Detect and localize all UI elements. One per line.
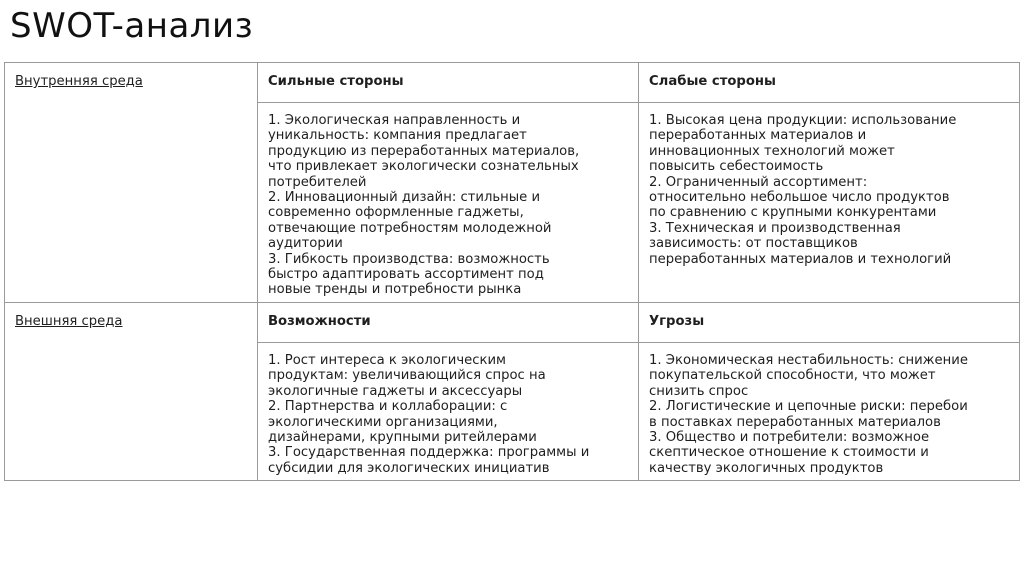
env-label-internal: Внутренняя среда [15, 74, 143, 89]
strengths-line: 3. Гибкость производства: возможность [268, 251, 550, 267]
weaknesses-body [639, 103, 1020, 303]
weaknesses-line: 1. Высокая цена продукции: использование [649, 113, 957, 128]
weaknesses-line: 2. Ограниченный ассортимент: [649, 174, 868, 190]
env-label-external: Внешняя среда [15, 313, 123, 329]
weaknesses-line: переработанных материалов и [649, 128, 867, 144]
strengths-line: аудитории [268, 236, 343, 252]
threats-body [639, 342, 1020, 480]
threats-line: 3. Общество и потребители: возможное [649, 429, 930, 445]
weaknesses-header: Слабые стороны [639, 63, 1020, 103]
weaknesses-line: переработанных материалов и технологий [649, 251, 952, 267]
opportunities-line: субсидии для экологических инициатив [268, 460, 550, 476]
strengths-line: отвечающие потребностям молодежной [268, 220, 552, 236]
threats-line: покупательской способности, что может [649, 368, 936, 384]
weaknesses-line: относительно небольшое число продуктов [649, 190, 950, 206]
opportunities-line: продуктам: увеличивающийся спрос на [268, 368, 546, 384]
strengths-line: что привлекает экологически сознательных [268, 159, 579, 175]
opportunities-line: дизайнерами, крупными ритейлерами [268, 429, 537, 445]
threats-line: 1. Экономическая нестабильность: снижение [649, 352, 968, 368]
strengths-line: быстро адаптировать ассортимент под [268, 267, 544, 283]
threats-line: качеству экологичных продуктов [649, 460, 884, 476]
threats-line: в поставках переработанных материалов [649, 414, 941, 430]
strengths-line: современно оформленные гаджеты, [268, 205, 524, 221]
threats-header: Угрозы [639, 302, 1020, 342]
env-cell-external [5, 302, 258, 480]
swot-table [4, 62, 1020, 481]
strengths-line: 1. Экологическая направленность и [268, 113, 521, 128]
opportunities-line: экологичные гаджеты и аксессуары [268, 383, 523, 399]
threats-line: 2. Логистические и цепочные риски: перебои [649, 399, 968, 415]
strengths-header: Сильные стороны [258, 63, 639, 103]
opportunities-line: 3. Государственная поддержка: программы и [268, 445, 590, 461]
strengths-line: потребителей [268, 174, 367, 190]
weaknesses-line: повысить себестоимость [649, 159, 824, 175]
threats-line: скептическое отношение к стоимости и [649, 445, 929, 461]
weaknesses-line: зависимость: от поставщиков [649, 236, 858, 252]
page-title: SWOT-анализ [10, 6, 254, 46]
env-cell-internal [5, 63, 258, 303]
strengths-line: новые тренды и потребности рынка [268, 282, 522, 298]
table-row-internal-head [5, 63, 1020, 103]
opportunities-line: 1. Рост интереса к экологическим [268, 352, 506, 368]
opportunities-line: 2. Партнерства и коллаборации: с [268, 399, 508, 415]
weaknesses-line: инновационных технологий может [649, 143, 895, 159]
table-row-external-head [5, 302, 1020, 342]
strengths-line: 2. Инновационный дизайн: стильные и [268, 190, 541, 206]
opportunities-line: экологическими организациями, [268, 414, 498, 430]
threats-line: снизить спрос [649, 383, 749, 399]
weaknesses-line: 3. Техническая и производственная [649, 220, 901, 236]
opportunities-body [258, 342, 639, 480]
strengths-line: продукцию из переработанных материалов, [268, 143, 580, 159]
strengths-body [258, 103, 639, 303]
strengths-line: уникальность: компания предлагает [268, 128, 527, 144]
weaknesses-line: по сравнению с крупными конкурентами [649, 205, 937, 221]
opportunities-header: Возможности [258, 302, 639, 342]
